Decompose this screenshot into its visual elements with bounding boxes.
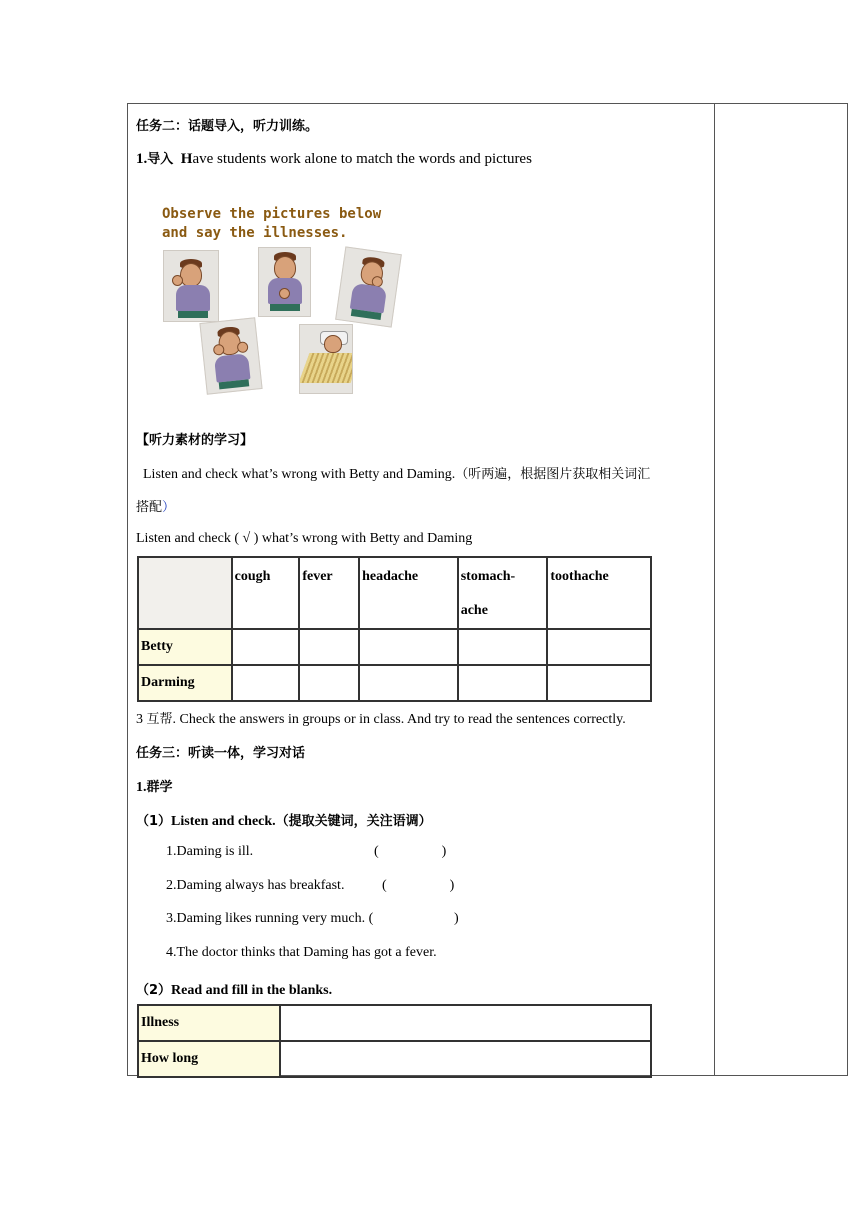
sub1-cn: 群学 [146, 780, 173, 795]
header-stomach-part2: ache [460, 603, 488, 618]
table-row [138, 665, 651, 701]
listening-section-title: 【听力素材的学习】 [136, 433, 254, 448]
check-table-header [138, 557, 651, 629]
part1-cn: （提取关键词，关注语调） [275, 814, 432, 829]
intro-h: H [180, 151, 193, 167]
fill-label-how-long: How long [138, 1041, 280, 1077]
task3-heading: 任务三：听读一体，学习对话 [136, 746, 306, 761]
check-table [137, 556, 652, 702]
row-label-betty: Betty [138, 629, 232, 665]
part2-heading [136, 979, 332, 999]
row-label-darming: Darming [138, 665, 232, 701]
part1-num: （1） [136, 814, 172, 829]
intro-line [136, 148, 532, 168]
notes-column-divider [714, 103, 715, 1076]
fill-table [137, 1004, 652, 1078]
check-cell[interactable] [547, 629, 651, 665]
task3-sub1 [136, 776, 173, 796]
intro-text: ave students work alone to match the words and pictures [192, 151, 532, 167]
listening-instruction-close: ） [162, 500, 176, 515]
fill-cell-how-long[interactable] [280, 1041, 651, 1077]
statement-1: 1.Daming is ill. [166, 844, 254, 859]
header-cough: cough [232, 557, 300, 629]
header-stomach-part1: stomach- [460, 569, 516, 584]
table-row [138, 1041, 651, 1077]
step3-num: 3 [136, 712, 147, 727]
task2-heading: 任务二：话题导入，听力训练。 [136, 119, 319, 134]
table-caption: Listen and check ( √ ) what’s wrong with Betty and Daming [136, 531, 473, 546]
statement-1-answer-blank[interactable]: ( ) [374, 844, 447, 859]
header-fever: fever [299, 557, 359, 629]
illness-picture-toothache [163, 250, 219, 322]
part1-heading [136, 810, 432, 830]
step3-text: . Check the answers in groups or in class. And try to read the sentences correctly. [172, 712, 626, 727]
header-blank-cell [138, 557, 232, 629]
table-row [138, 1005, 651, 1041]
check-cell[interactable] [547, 665, 651, 701]
step3-cn: 互帮 [146, 712, 173, 727]
check-cell[interactable] [359, 665, 458, 701]
illness-picture-fever [299, 324, 353, 394]
illness-picture-stomachache [258, 247, 311, 317]
check-cell[interactable] [299, 665, 359, 701]
statement-3-answer-blank[interactable]: ) [391, 911, 459, 926]
check-cell[interactable] [232, 665, 300, 701]
listening-instruction-continued [136, 496, 175, 516]
fill-cell-illness[interactable] [280, 1005, 651, 1041]
statement-2-answer-blank[interactable]: ( ) [382, 878, 455, 893]
illness-picture-cough [335, 246, 402, 327]
part2-num: （2） [136, 983, 172, 998]
check-cell[interactable] [359, 629, 458, 665]
illness-picture-headache [199, 317, 262, 394]
listening-instruction-cn2: 搭配 [136, 500, 163, 515]
listening-instruction-cn: （听两遍，根据图片获取相关词汇 [455, 467, 651, 482]
step3-line [136, 708, 626, 728]
intro-cn: 导入 [147, 152, 174, 167]
listening-instruction-en: Listen and check what’s wrong with Betty and Daming. [143, 467, 456, 482]
header-headache: headache [359, 557, 458, 629]
header-stomachache [458, 557, 548, 629]
figure-title: Observe the pictures below and say the illnesses. [162, 206, 382, 241]
statement-3: 3.Daming likes running very much. ( [166, 911, 374, 926]
fill-label-illness: Illness [138, 1005, 280, 1041]
intro-num: 1. [136, 151, 148, 167]
part1-text: Listen and check. [171, 814, 276, 829]
sub1-num: 1. [136, 780, 147, 795]
check-cell[interactable] [458, 629, 548, 665]
statement-4: 4.The doctor thinks that Daming has got a fever. [166, 945, 437, 960]
table-row [138, 629, 651, 665]
part2-text: Read and fill in the blanks. [171, 983, 333, 998]
listening-instruction [143, 463, 650, 483]
check-cell[interactable] [458, 665, 548, 701]
header-toothache: toothache [547, 557, 651, 629]
check-cell[interactable] [232, 629, 300, 665]
statement-2: 2.Daming always has breakfast. [166, 878, 345, 893]
check-cell[interactable] [299, 629, 359, 665]
